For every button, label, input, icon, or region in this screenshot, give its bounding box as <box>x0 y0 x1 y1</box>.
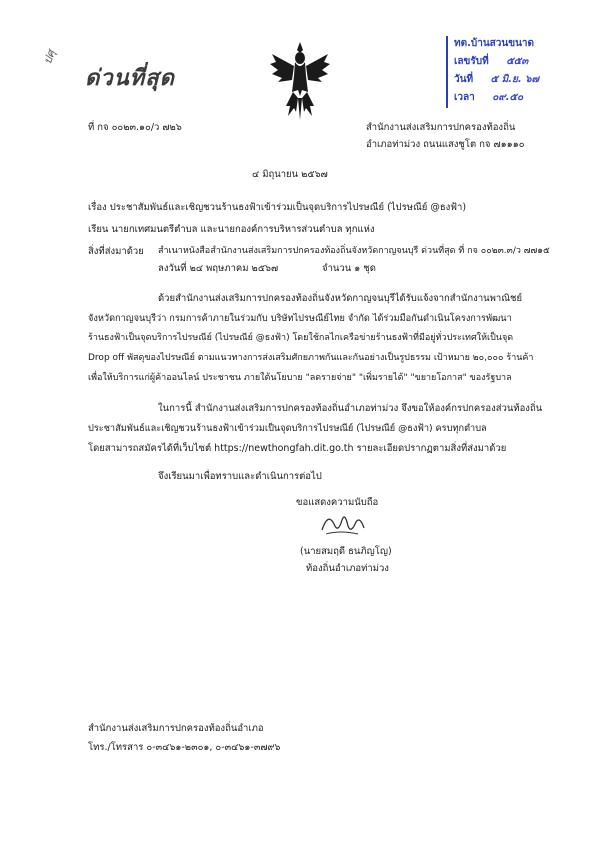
subject-line: เรื่อง ประชาสัมพันธ์และเชิญชวนร้านธงฟ้าเข้าร่วมเป็นจุดบริการไปรษณีย์ (ไปรษณีย์ @ธงฟ้า) <box>88 202 467 213</box>
document-date: ๔ มิถุนายน ๒๕๖๗ <box>252 169 328 180</box>
sender-office: สำนักงานส่งเสริมการปกครองท้องถิ่น <box>366 122 516 133</box>
receipt-date: ๕ มิ.ย. ๖๗ <box>490 74 539 85</box>
closing-line: ขอแสดงความนับถือ <box>296 497 379 508</box>
attachment-date: ลงวันที่ ๒๔ พฤษภาคม ๒๕๖๗ <box>158 263 279 274</box>
receipt-office: ทต.บ้านสวนขนาด <box>454 38 535 49</box>
footer-phone: โทร./โทรสาร ๐-๓๔๖๑-๒๓๐๑, ๐-๓๔๖๑-๓๗๙๖ <box>88 742 281 753</box>
signer-name: (นายสมฤดี ธนภิญโญ) <box>300 546 392 557</box>
body-line: Drop off พัสดุของไปรษณีย์ ตามแนวทางการส่งเสริมศักยภาพกันและกันอย่างเป็นรูปธรรม เป้าหมาย ๒๐,๐๐๐ ร้านค้า <box>88 353 534 363</box>
body-line: ในการนี้ สำนักงานส่งเสริมการปกครองท้องถิ่นอำเภอท่าม่วง จึงขอให้องค์กรปกครองส่วนท้องถิ่น <box>158 403 543 414</box>
document-number: ที่ กจ ๐๐๒๓.๑๐/ว ๗๒๖ <box>88 122 182 133</box>
recipient-line: เรียน นายกเทศมนตรีตำบล และนายกองค์การบริหารส่วนตำบล ทุกแห่ง <box>88 224 375 235</box>
body-line: เพื่อให้บริการแก่ผู้ค้าออนไลน์ ประชาชน ภายใต้นโยบาย "ลดรายจ่าย" "เพิ่มรายได้" "ขยายโอกาส" ของรัฐบาล <box>88 373 512 383</box>
received-no-label: เลขรับที่ <box>454 56 489 67</box>
footer-office: สำนักงานส่งเสริมการปกครองท้องถิ่นอำเภอ <box>88 723 264 734</box>
receipt-date-label: วันที่ <box>454 74 474 85</box>
body-line: จังหวัดกาญจนบุรีว่า กรมการค้าภายในร่วมกับ บริษัทไปรษณีย์ไทย จำกัด ได้ร่วมมือกันดำเนินโครงการพัฒนา <box>88 313 512 324</box>
attachment-line1: สำเนาหนังสือสำนักงานส่งเสริมการปกครองท้องถิ่นจังหวัดกาญจนบุรี ด่วนที่สุด ที่ กจ ๐๐๒๓.๓/ว ๗๗๑๕ <box>158 246 550 256</box>
body-line: ประชาสัมพันธ์และเชิญชวนร้านธงฟ้าเข้าร่วมเป็นจุดบริการไปรษณีย์ (ไปรษณีย์ @ธงฟ้า) ครบทุกตำบล <box>88 423 487 434</box>
receipt-stamp <box>446 36 598 108</box>
body-line: โดยสามารถสมัครได้ที่เว็บไซต์ https://newthongfah.dit.go.th รายละเอียดปรากฏตามสิ่งที่ส่งมาด้วย <box>88 443 507 454</box>
receipt-time: ๐๙.๕๐ <box>492 92 524 103</box>
body-line: ด้วยสำนักงานส่งเสริมการปกครองท้องถิ่นจังหวัดกาญจนบุรีได้รับแจ้งจากสำนักงานพาณิชย์ <box>158 293 523 304</box>
garuda-emblem-icon <box>268 40 332 122</box>
signature-icon <box>318 510 368 538</box>
attachment-label: สิ่งที่ส่งมาด้วย <box>88 246 144 257</box>
received-no: ๕๕๓ <box>506 56 529 67</box>
sender-address: อำเภอท่าม่วง ถนนแสงชูโต กจ ๗๑๑๑๐ <box>366 139 525 150</box>
attachment-count: จำนวน ๑ ชุด <box>322 263 376 274</box>
receipt-time-label: เวลา <box>454 92 475 103</box>
body-line: ร้านธงฟ้าเป็นจุดบริการไปรษณีย์ (ไปรษณีย์ @ธงฟ้า) โดยใช้กลไกเครือข่ายร้านธงฟ้าที่มีอยู่ทั่วประเทศให้เป็นจุด <box>88 333 514 343</box>
signer-title: ท้องถิ่นอำเภอท่าม่วง <box>306 563 389 574</box>
handwritten-mark: ปศุ <box>40 48 58 66</box>
urgent-stamp: ด่วนที่สุด <box>85 65 175 91</box>
body-line: จึงเรียนมาเพื่อทราบและดำเนินการต่อไป <box>158 471 322 482</box>
